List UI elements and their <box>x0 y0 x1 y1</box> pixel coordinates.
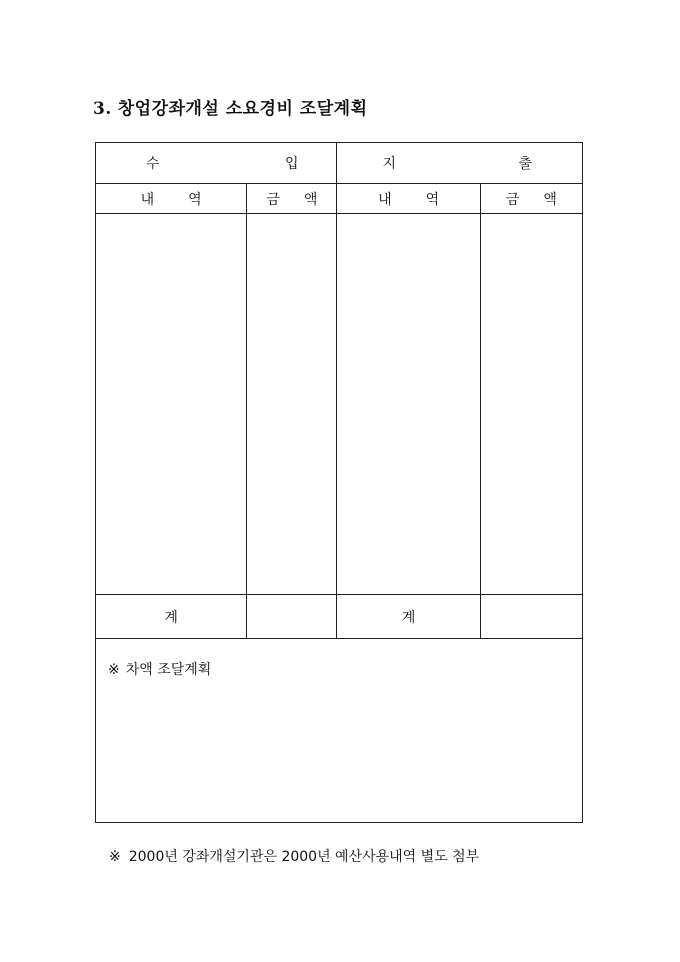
funding-plan-cell[interactable] <box>96 639 583 823</box>
expense-item-header-b: 역 <box>425 191 440 208</box>
income-item-header <box>96 184 247 214</box>
income-total-label: 계 <box>96 595 247 639</box>
expense-items-cell[interactable] <box>337 214 480 595</box>
expense-item-header-a: 내 <box>378 191 392 208</box>
entries-row <box>96 214 583 595</box>
expense-header-left: 지 <box>382 156 396 172</box>
expense-item-header <box>337 184 480 214</box>
section-title: 창업강좌개설 소요경비 조달계획 <box>117 99 368 119</box>
section-number: 3. <box>93 99 112 119</box>
plan-row <box>96 639 583 823</box>
expense-header-right: 출 <box>518 156 532 172</box>
expense-amount-header-b: 액 <box>543 191 557 208</box>
footnote-text: 2000년 강좌개설기관은 2000년 예산사용내역 별도 첨부 <box>128 849 480 865</box>
header-row <box>96 143 583 184</box>
budget-table <box>95 142 583 823</box>
expense-amounts-cell[interactable] <box>480 214 582 595</box>
income-amounts-cell[interactable] <box>247 214 337 595</box>
reference-mark: ※ <box>108 662 120 678</box>
income-total-value[interactable] <box>247 595 337 639</box>
income-items-cell[interactable] <box>96 214 247 595</box>
expense-amount-header <box>480 184 582 214</box>
income-header <box>96 143 337 184</box>
expense-total-value[interactable] <box>480 595 582 639</box>
footnote-mark: ※ <box>109 849 121 865</box>
income-header-right: 입 <box>284 156 299 172</box>
expense-header <box>337 143 583 184</box>
footnote <box>109 846 479 866</box>
funding-plan-label: 차액 조달계획 <box>125 662 212 678</box>
income-header-left: 수 <box>146 156 160 172</box>
expense-amount-header-a: 금 <box>505 191 520 208</box>
expense-total-label: 계 <box>337 595 480 639</box>
income-amount-header-a: 금 <box>266 191 280 208</box>
section-heading <box>93 94 368 119</box>
income-item-header-b: 역 <box>188 191 202 208</box>
income-amount-header <box>247 184 337 214</box>
income-amount-header-b: 액 <box>303 191 318 208</box>
income-item-header-a: 내 <box>140 191 155 208</box>
subheader-row <box>96 184 583 214</box>
total-row <box>96 595 583 639</box>
